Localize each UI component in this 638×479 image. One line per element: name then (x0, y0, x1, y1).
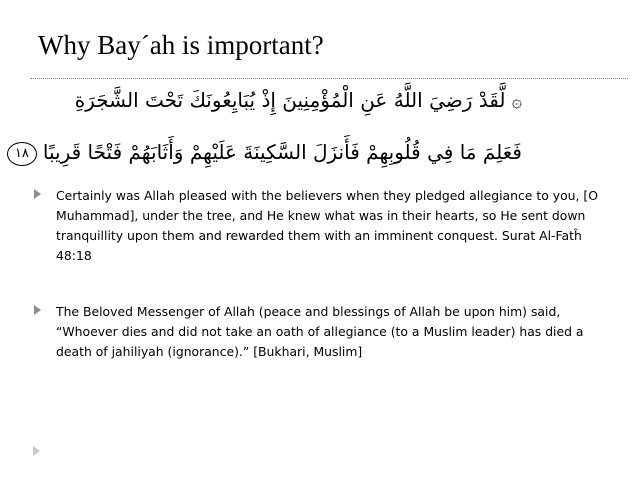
quran-verse-line-2 (14, 140, 522, 166)
slide-title: Why Bay´ah is important? (38, 30, 324, 60)
footer-triangle-icon (33, 446, 40, 456)
bullet-text: The Beloved Messenger of Allah (peace and blessings of Allah be upon him) said, “Whoever dies and did not take an oath of allegiance (to a Muslim leader) has died a death of jahiliyah (ignorance).” [Bukhari, Muslim] (56, 304, 584, 359)
quran-verse-text-1: لَّقَدْ رَضِيَ اللَّهُ عَنِ الْمُؤْمِنِينَ إِذْ يُبَايِعُونَكَ تَحْتَ الشَّجَرَةِ (74, 88, 506, 112)
quran-verse-line-1 (60, 88, 522, 112)
ayah-start-icon: ۞ (511, 91, 522, 112)
bullet-triangle-icon (34, 189, 41, 199)
quran-verse-text-2: فَعَلِمَ مَا فِي قُلُوبِهِمْ فَأَنزَلَ السَّكِينَةَ عَلَيْهِمْ وَأَثَابَهُمْ فَتْحًا قَرِيبًا (42, 140, 522, 164)
ayah-number-icon: ١٨ (7, 142, 37, 166)
bullet-triangle-icon (34, 305, 41, 315)
title-divider (30, 78, 628, 79)
bullet-text: Certainly was Allah pleased with the believers when they pledged allegiance to you, [O Muhammad], under the tree, and He knew what was in their hearts, so He sent down tranquillity upon them and rewarded them with an imminent conquest. Surat Al-Fatĥ 48:18 (56, 188, 598, 263)
